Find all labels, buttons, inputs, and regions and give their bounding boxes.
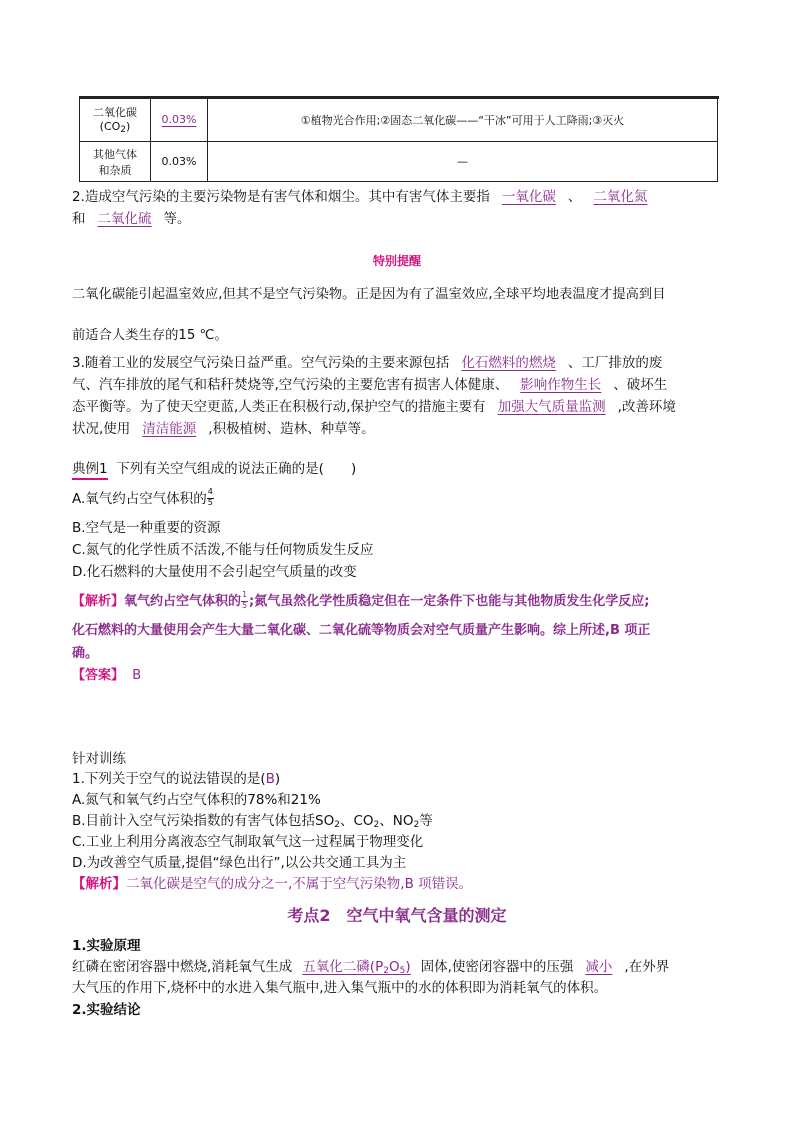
table-row xyxy=(80,142,718,182)
gas-name-cell xyxy=(80,142,151,182)
blank-answer: 清洁能源 xyxy=(142,421,197,437)
fraction: $\frac{1}{5}$ xyxy=(242,589,248,610)
section-title: 考点2 空气中氧气含量的测定 xyxy=(287,906,507,925)
blank-answer: 五氧化二磷$(P_2O_5)$ xyxy=(302,959,411,976)
gas-formula: $(CO_2)$ xyxy=(99,120,131,135)
reminder-line1: 二氧化碳能引起温室效应,但其不是空气污染物。正是因为有了温室效应,全球平均地表温度才提高到目 xyxy=(72,287,666,302)
percent-cell xyxy=(151,98,208,142)
training-option-b: B.目前计入空气污染指数的有害气体包括$SO_2$、$CO_2$、$NO_2$等 xyxy=(72,813,433,830)
fraction: $\frac{4}{5}$ xyxy=(207,487,213,507)
example-analysis-line1: 【解析】氧气约占空气体积的 $\frac{1}{5}$ ;氮气虽然化学性质稳定但在一定条件下也能与其他物质发生化学反应; xyxy=(72,589,650,610)
option-b: B.空气是一种重要的资源 xyxy=(72,520,221,536)
percent-value: 0.03% xyxy=(161,113,197,126)
option-d: D.化石燃料的大量使用不会引起空气质量的改变 xyxy=(72,564,357,580)
training-title: 针对训练 xyxy=(72,751,126,767)
training-option-a: A.氮气和氧气约占空气体积的78%和21% xyxy=(72,792,321,808)
item3-line4: 状况,使用 清洁能源 ,积极植树、造林、种草等。 xyxy=(72,421,375,437)
section-subtitle-1: 1.实验原理 xyxy=(72,938,141,954)
training-option-d: D.为改善空气质量,提倡“绿色出行”,以公共交通工具为主 xyxy=(72,855,407,871)
example-question: 典例1 下列有关空气组成的说法正确的是( ) xyxy=(72,459,356,479)
example-analysis-line3: 确。 xyxy=(72,646,99,661)
example-label: 典例1 xyxy=(72,461,108,480)
blank-answer: 二氧化氮 xyxy=(593,189,648,205)
example-answer: 【答案】 B xyxy=(72,668,142,683)
example-analysis-line2: 化石燃料的大量使用会产生大量二氧化碳、二氧化硫等物质会对空气质量产生影响。综上所述,B 项正 xyxy=(72,623,651,638)
air-composition-table xyxy=(79,97,718,182)
table-row xyxy=(80,98,718,142)
section2-line2: 大气压的作用下,烧杯中的水进入集气瓶中,进入集气瓶中的水的体积即为消耗氧气的体积。 xyxy=(72,980,608,996)
item2-line1: 2.造成空气污染的主要污染物是有害气体和烟尘。其中有害气体主要指 一氧化碳 、 二氧化氮 xyxy=(72,187,659,207)
use-cell: — xyxy=(208,142,718,182)
option-a: A.氧气约占空气体积的 $\frac{4}{5}$ xyxy=(72,487,213,507)
section2-line1: 红磷在密闭容器中燃烧,消耗氧气生成 五氧化二磷$(P_2O_5)$ 固体,使密闭容器中的压强 减小 ,在外界 xyxy=(72,959,670,976)
use-cell: ①植物光合作用;②固态二氧化碳——“干冰”可用于人工降雨;③灭火 xyxy=(208,98,718,142)
item3-line1: 3.随着工业的发展空气污染日益严重。空气污染的主要来源包括 化石燃料的燃烧 、工厂排放的废 xyxy=(72,355,663,371)
gas-name-cell xyxy=(80,98,151,142)
blank-answer: 加强大气质量监测 xyxy=(497,399,606,415)
training-analysis: 【解析】二氧化碳是空气的成分之一,不属于空气污染物,B 项错误。 xyxy=(72,876,473,892)
reminder-line2: 前适合人类生存的15 ℃。 xyxy=(72,328,228,343)
blank-answer: 化石燃料的燃烧 xyxy=(461,355,556,371)
option-c: C.氮气的化学性质不活泼,不能与任何物质发生反应 xyxy=(72,542,374,558)
training-question: 1.下列关于空气的说法错误的是(B) xyxy=(72,771,281,787)
blank-answer: 影响作物生长 xyxy=(520,377,602,393)
blank-answer: 一氧化碳 xyxy=(501,189,556,205)
training-option-c: C.工业上利用分离液态空气制取氧气这一过程属于物理变化 xyxy=(72,834,424,850)
item2-line2: 和 二氧化硫 等。 xyxy=(72,211,191,227)
reminder-title: 特别提醒 xyxy=(372,254,421,268)
section-subtitle-2: 2.实验结论 xyxy=(72,1002,141,1018)
item3-line2: 气、汽车排放的尾气和秸秆焚烧等,空气污染的主要危害有损害人体健康、 影响作物生长 、破坏生 xyxy=(72,377,668,393)
gas-name: 其他气体 xyxy=(93,147,137,161)
gas-name: 和杂质 xyxy=(98,163,132,177)
gas-name: 二氧化碳 xyxy=(93,106,137,119)
blank-answer: 减小 xyxy=(585,959,613,975)
blank-answer: 二氧化硫 xyxy=(97,211,152,227)
item3-line3: 态平衡等。为了使天空更蓝,人类正在积极行动,保护空气的措施主要有 加强大气质量监测 ,改善环境 xyxy=(72,399,676,415)
percent-cell: 0.03% xyxy=(151,142,208,182)
